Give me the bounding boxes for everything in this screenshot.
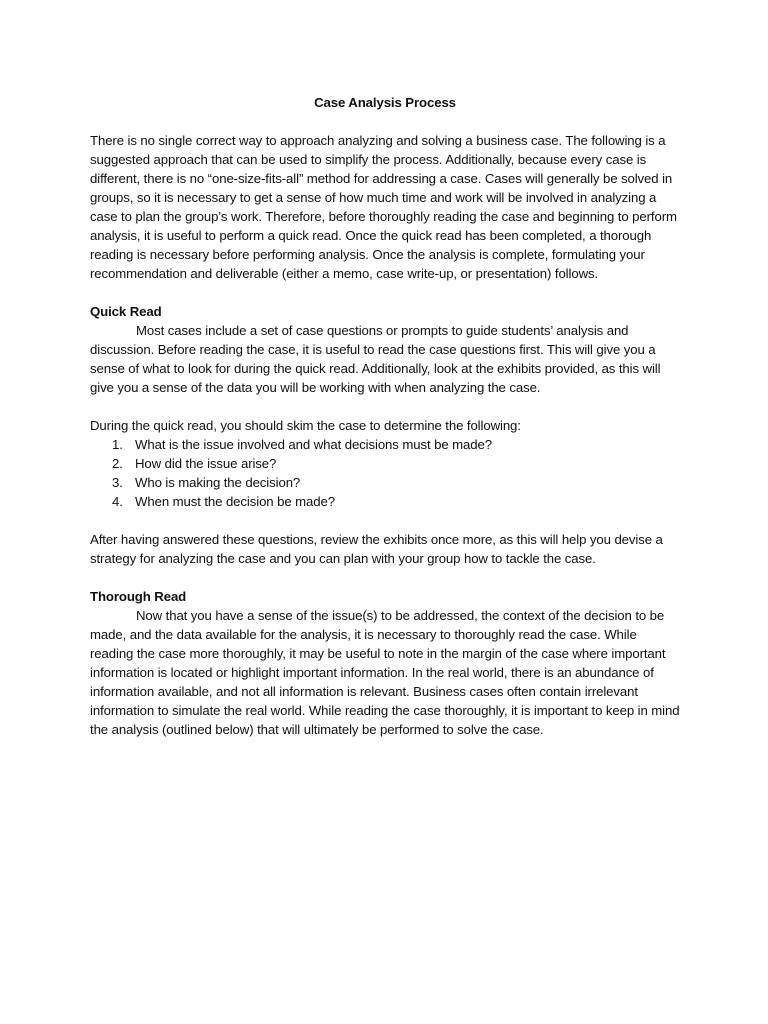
list-item-number: 4. <box>112 494 123 509</box>
list-item <box>90 492 680 511</box>
intro-paragraph: There is no single correct way to approach analyzing and solving a business case. The following is a suggested approach that can be used to simplify the process. Additionally, because every case is different, there is no “one-size-fits-all” method for addressing a case. Cases will generally be solved in groups, so it is necessary to get a sense of how much time and work will be involved in analyzing a case to plan the group’s work. Therefore, before thoroughly reading the case and beginning to perform analysis, it is useful to perform a quick read. Once the quick read has been completed, a thorough reading is necessary before performing analysis. Once the analysis is complete, formulating your recommendation and deliverable (either a memo, case write-up, or presentation) follows. <box>90 133 677 281</box>
list-item-number: 3. <box>112 475 123 490</box>
list-item-number: 1. <box>112 437 123 452</box>
list-item-text: How did the issue arise? <box>135 456 277 471</box>
quick-read-paragraph: Most cases include a set of case questions or prompts to guide students’ analysis and discussion. Before reading the case, it is useful to read the case questions first. This will give you a sense of what to look for during the quick read. Additionally, look at the exhibits provided, as this will give you a sense of the data you will be working with when analyzing the case. <box>90 323 661 395</box>
document-body <box>90 93 680 758</box>
list-item <box>90 473 680 492</box>
quick-read-after-paragraph: After having answered these questions, review the exhibits once more, as this will help you devise a strategy for analyzing the case and you can plan with your group how to tackle the case. <box>90 532 663 566</box>
document-title: Case Analysis Process <box>314 95 456 110</box>
thorough-read-heading: Thorough Read <box>90 589 187 604</box>
list-item <box>90 435 680 454</box>
list-item-text: What is the issue involved and what decisions must be made? <box>135 437 492 452</box>
list-item-text: Who is making the decision? <box>135 475 301 490</box>
quick-read-question-list <box>90 435 680 511</box>
quick-read-heading: Quick Read <box>90 304 162 319</box>
quick-read-list-intro: During the quick read, you should skim the case to determine the following: <box>90 418 521 433</box>
list-item-text: When must the decision be made? <box>135 494 335 509</box>
list-item <box>90 454 680 473</box>
list-item-number: 2. <box>112 456 123 471</box>
thorough-read-paragraph: Now that you have a sense of the issue(s) to be addressed, the context of the decision to be made, and the data available for the analysis, it is necessary to thoroughly read the case. While reading the case more thoroughly, it may be useful to note in the margin of the case where important information is located or highlight important information. In the real world, there is an abundance of information available, and not all information is relevant. Business cases often contain irrelevant information to simulate the real world. While reading the case thoroughly, it is important to keep in mind the analysis (outlined below) that will ultimately be performed to solve the case. <box>90 608 680 737</box>
